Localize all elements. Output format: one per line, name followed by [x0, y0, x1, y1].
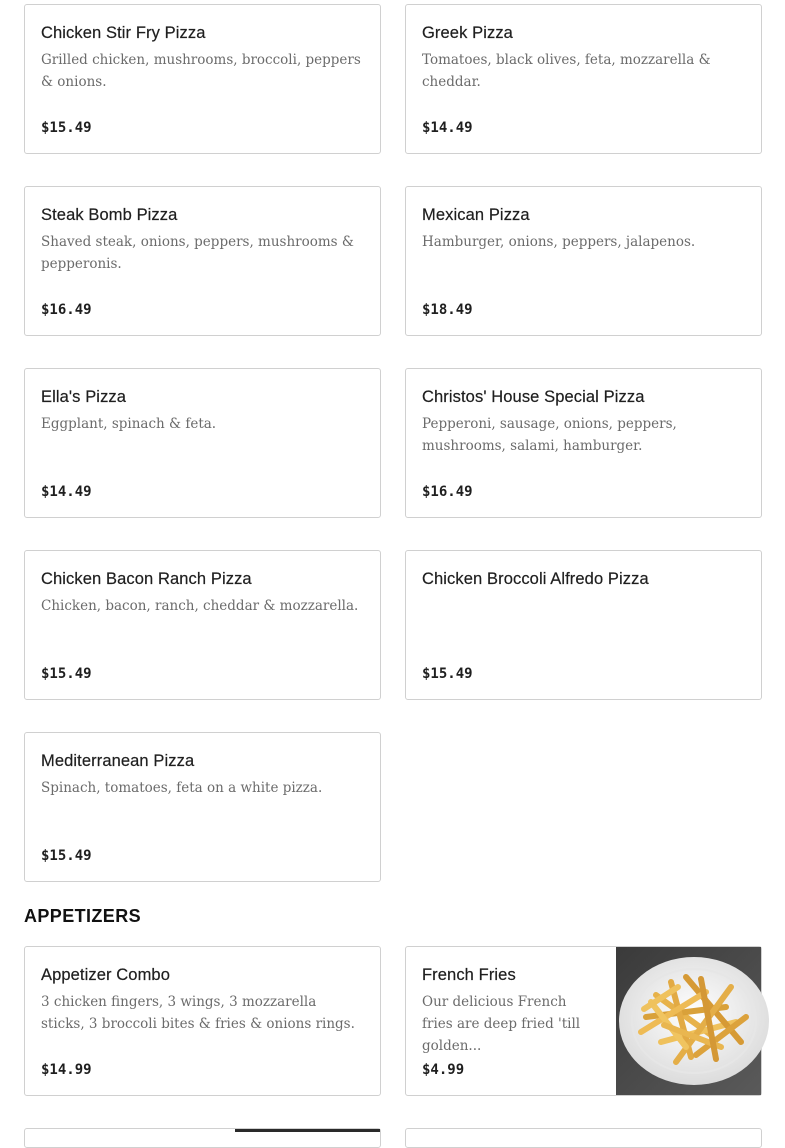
item-description: Our delicious French fries are deep fried 'till golden... — [422, 994, 581, 1054]
item-description: Spinach, tomatoes, feta on a white pizza. — [41, 780, 323, 796]
menu-item-card[interactable] — [24, 186, 381, 336]
item-price: $16.49 — [41, 302, 92, 318]
item-description: Eggplant, spinach & feta. — [41, 416, 217, 432]
menu-item-card[interactable] — [24, 732, 381, 882]
item-name: Ella's Pizza — [41, 388, 127, 406]
menu-item-card[interactable] — [405, 4, 762, 154]
item-name: Steak Bomb Pizza — [41, 206, 178, 224]
menu-item-card[interactable] — [405, 1128, 762, 1148]
item-description: Grilled chicken, mushrooms, broccoli, peppers & onions. — [41, 52, 361, 90]
menu-item-card[interactable] — [24, 4, 381, 154]
menu-item-card[interactable] — [405, 368, 762, 518]
item-price: $15.49 — [41, 848, 92, 864]
item-name: Chicken Broccoli Alfredo Pizza — [422, 570, 649, 588]
item-description: Shaved steak, onions, peppers, mushrooms & pepperonis. — [41, 234, 354, 272]
menu-item-card[interactable] — [24, 550, 381, 700]
item-name: Mediterranean Pizza — [41, 752, 195, 770]
item-price: $4.99 — [422, 1062, 465, 1078]
item-price: $16.49 — [422, 484, 473, 500]
section-title-appetizers: APPETIZERS — [24, 906, 142, 926]
item-price: $14.49 — [41, 484, 92, 500]
item-price: $14.99 — [41, 1062, 92, 1078]
item-description: Pepperoni, sausage, onions, peppers, mushrooms, salami, hamburger. — [422, 416, 677, 454]
item-name: Appetizer Combo — [41, 966, 170, 984]
item-name: French Fries — [422, 966, 516, 984]
item-description: 3 chicken fingers, 3 wings, 3 mozzarella sticks, 3 broccoli bites & fries & onions rings. — [41, 994, 355, 1032]
item-description: Hamburger, onions, peppers, jalapenos. — [422, 234, 696, 250]
menu-item-card[interactable] — [24, 946, 381, 1096]
item-price: $18.49 — [422, 302, 473, 318]
item-name: Christos' House Special Pizza — [422, 388, 645, 406]
item-name: Chicken Stir Fry Pizza — [41, 24, 206, 42]
menu-item-card[interactable] — [24, 1128, 381, 1148]
item-description: Tomatoes, black olives, feta, mozzarella & cheddar. — [422, 52, 711, 90]
item-photo — [235, 1129, 380, 1132]
french-fries-photo — [616, 947, 761, 1095]
item-name: Mexican Pizza — [422, 206, 530, 224]
item-name: Chicken Bacon Ranch Pizza — [41, 570, 252, 588]
menu-item-card[interactable] — [405, 186, 762, 336]
item-price: $15.49 — [41, 120, 92, 136]
item-price: $15.49 — [422, 666, 473, 682]
item-price: $14.49 — [422, 120, 473, 136]
menu-item-card[interactable] — [405, 550, 762, 700]
menu-item-card[interactable] — [24, 368, 381, 518]
item-description: Chicken, bacon, ranch, cheddar & mozzarella. — [41, 598, 359, 614]
item-name: Greek Pizza — [422, 24, 513, 42]
item-price: $15.49 — [41, 666, 92, 682]
menu-item-card[interactable] — [405, 946, 762, 1096]
